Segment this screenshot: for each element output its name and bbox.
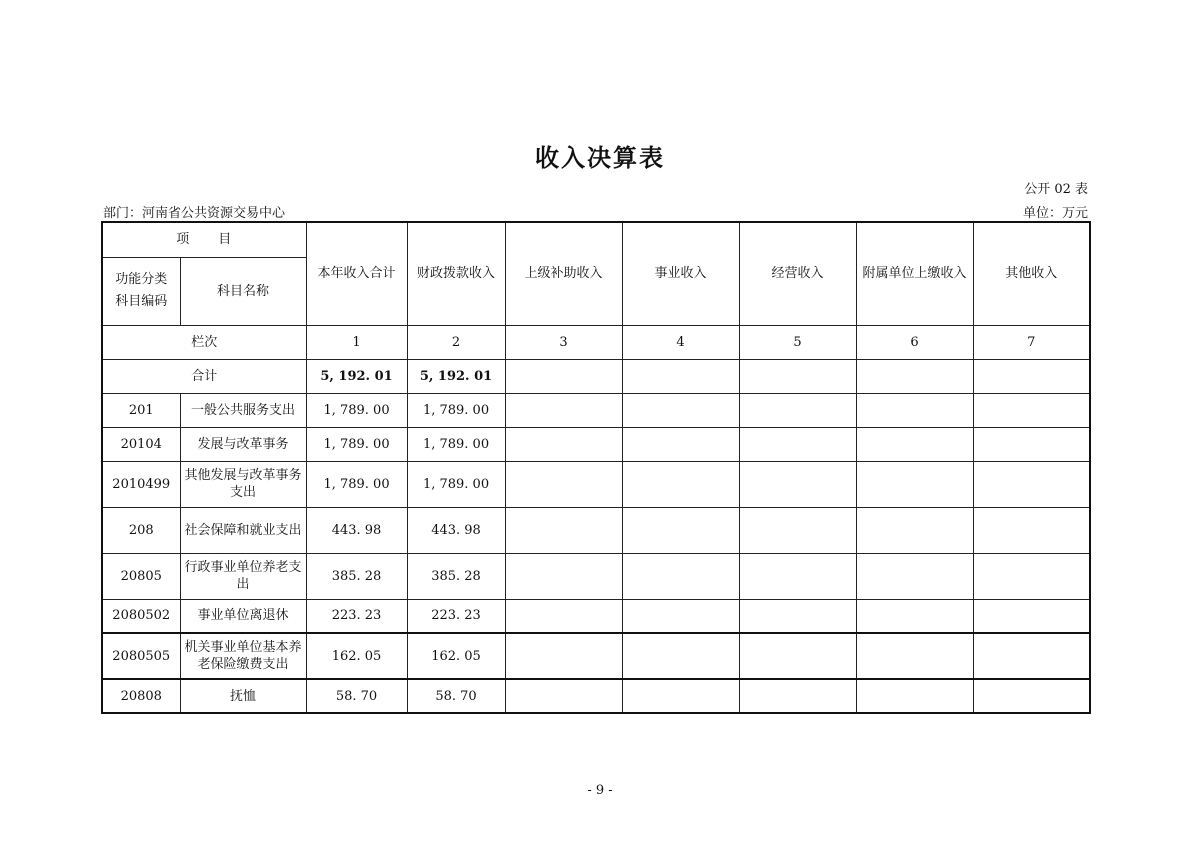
page-number: - 9 - (587, 783, 613, 798)
function-code-header: 功能分类科目编码 (102, 257, 180, 325)
value-cell (856, 507, 973, 553)
function-code: 201 (102, 393, 180, 427)
value-cell: 443. 98 (306, 507, 407, 553)
total-value: 5, 192. 01 (407, 359, 505, 393)
value-cell (505, 427, 622, 461)
subject-name-header: 科目名称 (180, 257, 306, 325)
page-title: 收入决算表 (535, 144, 665, 172)
value-cell (739, 427, 856, 461)
value-cell: 1, 789. 00 (306, 461, 407, 507)
subject-name: 事业单位离退休 (180, 599, 306, 633)
value-cell (973, 427, 1090, 461)
column-header: 财政拨款收入 (407, 222, 505, 325)
total-row (102, 359, 1090, 393)
total-value (505, 359, 622, 393)
table-row (102, 599, 1090, 633)
value-cell: 58. 70 (306, 679, 407, 713)
value-cell (505, 461, 622, 507)
value-cell: 1, 789. 00 (306, 427, 407, 461)
value-cell (622, 599, 739, 633)
value-cell (739, 507, 856, 553)
table-row (102, 553, 1090, 599)
function-code: 20805 (102, 553, 180, 599)
value-cell (739, 461, 856, 507)
subject-name: 社会保障和就业支出 (180, 507, 306, 553)
value-cell (622, 633, 739, 679)
subject-name: 一般公共服务支出 (180, 393, 306, 427)
value-cell (739, 633, 856, 679)
value-cell (739, 393, 856, 427)
subject-name: 抚恤 (180, 679, 306, 713)
value-cell: 162. 05 (407, 633, 505, 679)
value-cell: 1, 789. 00 (407, 393, 505, 427)
column-header: 附属单位上缴收入 (856, 222, 973, 325)
column-header: 其他收入 (973, 222, 1090, 325)
value-cell: 1, 789. 00 (407, 461, 505, 507)
subject-name: 机关事业单位基本养老保险缴费支出 (180, 633, 306, 679)
table-row (102, 679, 1090, 713)
income-statement-table (101, 221, 1091, 714)
function-code: 2080505 (102, 633, 180, 679)
value-cell: 443. 98 (407, 507, 505, 553)
table-row (102, 393, 1090, 427)
value-cell (856, 679, 973, 713)
value-cell (622, 427, 739, 461)
table-row (102, 507, 1090, 553)
total-value (973, 359, 1090, 393)
value-cell: 1, 789. 00 (306, 393, 407, 427)
column-header: 事业收入 (622, 222, 739, 325)
value-cell (856, 427, 973, 461)
value-cell: 223. 23 (407, 599, 505, 633)
unit-label: 单位：万元 (1022, 206, 1088, 221)
total-value: 5, 192. 01 (306, 359, 407, 393)
value-cell (739, 599, 856, 633)
column-header: 本年收入合计 (306, 222, 407, 325)
column-header: 上级补助收入 (505, 222, 622, 325)
value-cell (739, 679, 856, 713)
value-cell: 58. 70 (407, 679, 505, 713)
value-cell (505, 507, 622, 553)
department-label: 部门：河南省公共资源交易中心 (103, 206, 286, 221)
row-index-cell: 2 (407, 325, 505, 359)
value-cell (973, 461, 1090, 507)
value-cell (973, 633, 1090, 679)
function-code: 20808 (102, 679, 180, 713)
row-index-cell: 4 (622, 325, 739, 359)
value-cell (622, 461, 739, 507)
value-cell (622, 507, 739, 553)
value-cell (973, 507, 1090, 553)
value-cell (505, 599, 622, 633)
table-row (102, 633, 1090, 679)
total-label: 合计 (102, 359, 306, 393)
function-code: 208 (102, 507, 180, 553)
value-cell (856, 599, 973, 633)
row-index-cell: 6 (856, 325, 973, 359)
row-index-cell: 3 (505, 325, 622, 359)
column-header: 经营收入 (739, 222, 856, 325)
row-index (102, 325, 1090, 359)
subject-name: 其他发展与改革事务支出 (180, 461, 306, 507)
value-cell (505, 393, 622, 427)
total-value (622, 359, 739, 393)
value-cell: 1, 789. 00 (407, 427, 505, 461)
value-cell (973, 599, 1090, 633)
value-cell: 162. 05 (306, 633, 407, 679)
function-code: 2010499 (102, 461, 180, 507)
value-cell (973, 393, 1090, 427)
value-cell (856, 393, 973, 427)
item-header: 项 目 (102, 222, 306, 257)
value-cell: 385. 28 (306, 553, 407, 599)
function-code: 2080502 (102, 599, 180, 633)
value-cell (505, 553, 622, 599)
row-index-label: 栏次 (102, 325, 306, 359)
form-code: 公开 02 表 (1024, 182, 1088, 197)
value-cell (505, 633, 622, 679)
value-cell (973, 553, 1090, 599)
row-index-cell: 7 (973, 325, 1090, 359)
total-value (739, 359, 856, 393)
table-row (102, 427, 1090, 461)
row-index-cell: 1 (306, 325, 407, 359)
value-cell (739, 553, 856, 599)
total-value (856, 359, 973, 393)
value-cell (505, 679, 622, 713)
row-index-cell: 5 (739, 325, 856, 359)
table-row (102, 461, 1090, 507)
value-cell (622, 679, 739, 713)
header-row-top (102, 222, 1090, 257)
subject-name: 行政事业单位养老支出 (180, 553, 306, 599)
value-cell (622, 393, 739, 427)
value-cell (622, 553, 739, 599)
value-cell (973, 679, 1090, 713)
value-cell: 223. 23 (306, 599, 407, 633)
function-code: 20104 (102, 427, 180, 461)
value-cell (856, 461, 973, 507)
value-cell (856, 633, 973, 679)
subject-name: 发展与改革事务 (180, 427, 306, 461)
value-cell: 385. 28 (407, 553, 505, 599)
value-cell (856, 553, 973, 599)
